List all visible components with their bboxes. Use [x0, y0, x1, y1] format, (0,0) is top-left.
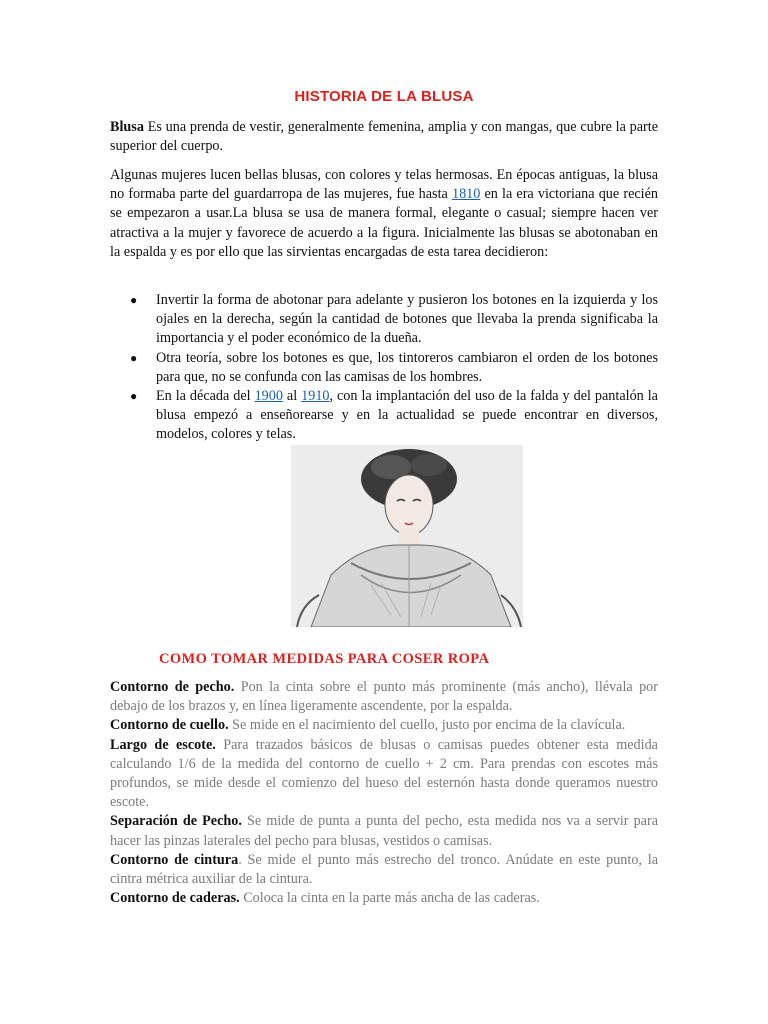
measure-item [110, 736, 658, 813]
history-text-b: en la era victoriana que recién se empezaron a usar.La blusa se usa de manera formal, elegante o casual; siempre hacen ver atractiva a la mujer y favorece de acuerdo a la figura. Inicialmente las blusas se abotonaban en la espalda y es por ello que las sirvientas encargadas de esta tarea decidieron: [110, 186, 658, 260]
bullet-text: Otra teoría, sobre los botones es que, los tintoreros cambiaron el orden de los botones para que, no se confunda con las camisas de los hombres. [156, 349, 658, 385]
bullet-text-c: , con la implantación del uso de la falda y del pantalón la blusa empezó a enseñorearse y en la actualidad se puede encontrar en diversos, modelos, colores y telas. [156, 388, 658, 443]
measure-desc: Coloca la cinta en la parte más ancha de las caderas. [239, 890, 540, 907]
measure-label: Contorno de pecho. [110, 679, 235, 695]
link-1810[interactable]: 1810 [451, 186, 481, 203]
link-1900[interactable]: 1900 [254, 388, 283, 405]
bullet-icon: ● [130, 389, 138, 404]
woman-portrait-icon [291, 445, 523, 627]
measure-desc: Se mide en el nacimiento del cuello, justo por encima de la clavícula. [228, 717, 626, 734]
section-subtitle: COMO TOMAR MEDIDAS PARA COSER ROPA [159, 651, 490, 667]
measure-label: Separación de Pecho. [110, 813, 242, 830]
measure-desc: Se mide de punta a punta del pecho, esta medida nos va a servir para hacer las pinzas laterales del pecho para blusas, vestidos o camisas. [110, 813, 659, 849]
page-title: HISTORIA DE LA BLUSA [294, 88, 474, 105]
history-paragraph [110, 166, 658, 262]
bullet-text-b: al [282, 388, 302, 405]
intro-paragraph [110, 118, 658, 156]
vintage-blouse-illustration [291, 445, 523, 627]
list-item [110, 349, 658, 387]
measure-item [110, 812, 658, 850]
list-item [110, 387, 658, 445]
list-item [110, 291, 658, 349]
measure-desc: Para trazados básicos de blusas o camisas puedes obtener esta medida calculando 1/6 de la medida del contorno de cuello + 2 cm. Para prendas con escotes más profundos, se mide desde el comienzo del hueso del esternón hasta donde queramos nuestro escote. [110, 736, 658, 811]
measures-list [110, 678, 658, 908]
measure-item [110, 678, 658, 716]
measure-label: Contorno de caderas. [110, 890, 240, 907]
link-1910[interactable]: 1910 [301, 388, 330, 405]
bullet-icon: ● [130, 350, 138, 365]
history-text-a: Algunas mujeres lucen bellas blusas, con colores y telas hermosas. En épocas antiguas, la blusa no formaba parte del guardarropa de las mujeres, fue hasta [110, 167, 658, 203]
measure-label: Contorno de cintura [110, 851, 239, 868]
bullet-list [110, 291, 658, 445]
measure-item [110, 889, 658, 908]
bullet-text-a: En la década del [156, 388, 255, 405]
intro-text: Es una prenda de vestir, generalmente femenina, amplia y con mangas, que cubre la parte superior del cuerpo. [110, 119, 658, 155]
measure-label: Contorno de cuello. [110, 717, 229, 734]
bullet-icon: ● [130, 293, 138, 307]
measure-desc: Pon la cinta sobre el punto más prominente (más ancho), llévala por debajo de los brazos y, en línea ligeramente ascendente, por la espalda. [110, 679, 658, 715]
bullet-text: Invertir la forma de abotonar para adelante y pusieron los botones en la izquierda y los ojales en la derecha, según la cantidad de botones que llevaba la prenda significaba la importancia y el poder económico de la dueña. [156, 292, 658, 347]
intro-term: Blusa [110, 119, 144, 135]
measure-item [110, 851, 658, 889]
measure-item [110, 716, 658, 735]
measure-desc: . Se mide el punto más estrecho del tronco. Anúdate en este punto, la cintra métrica auxiliar de la cintura. [110, 851, 658, 888]
measure-label: Largo de escote. [110, 736, 216, 753]
